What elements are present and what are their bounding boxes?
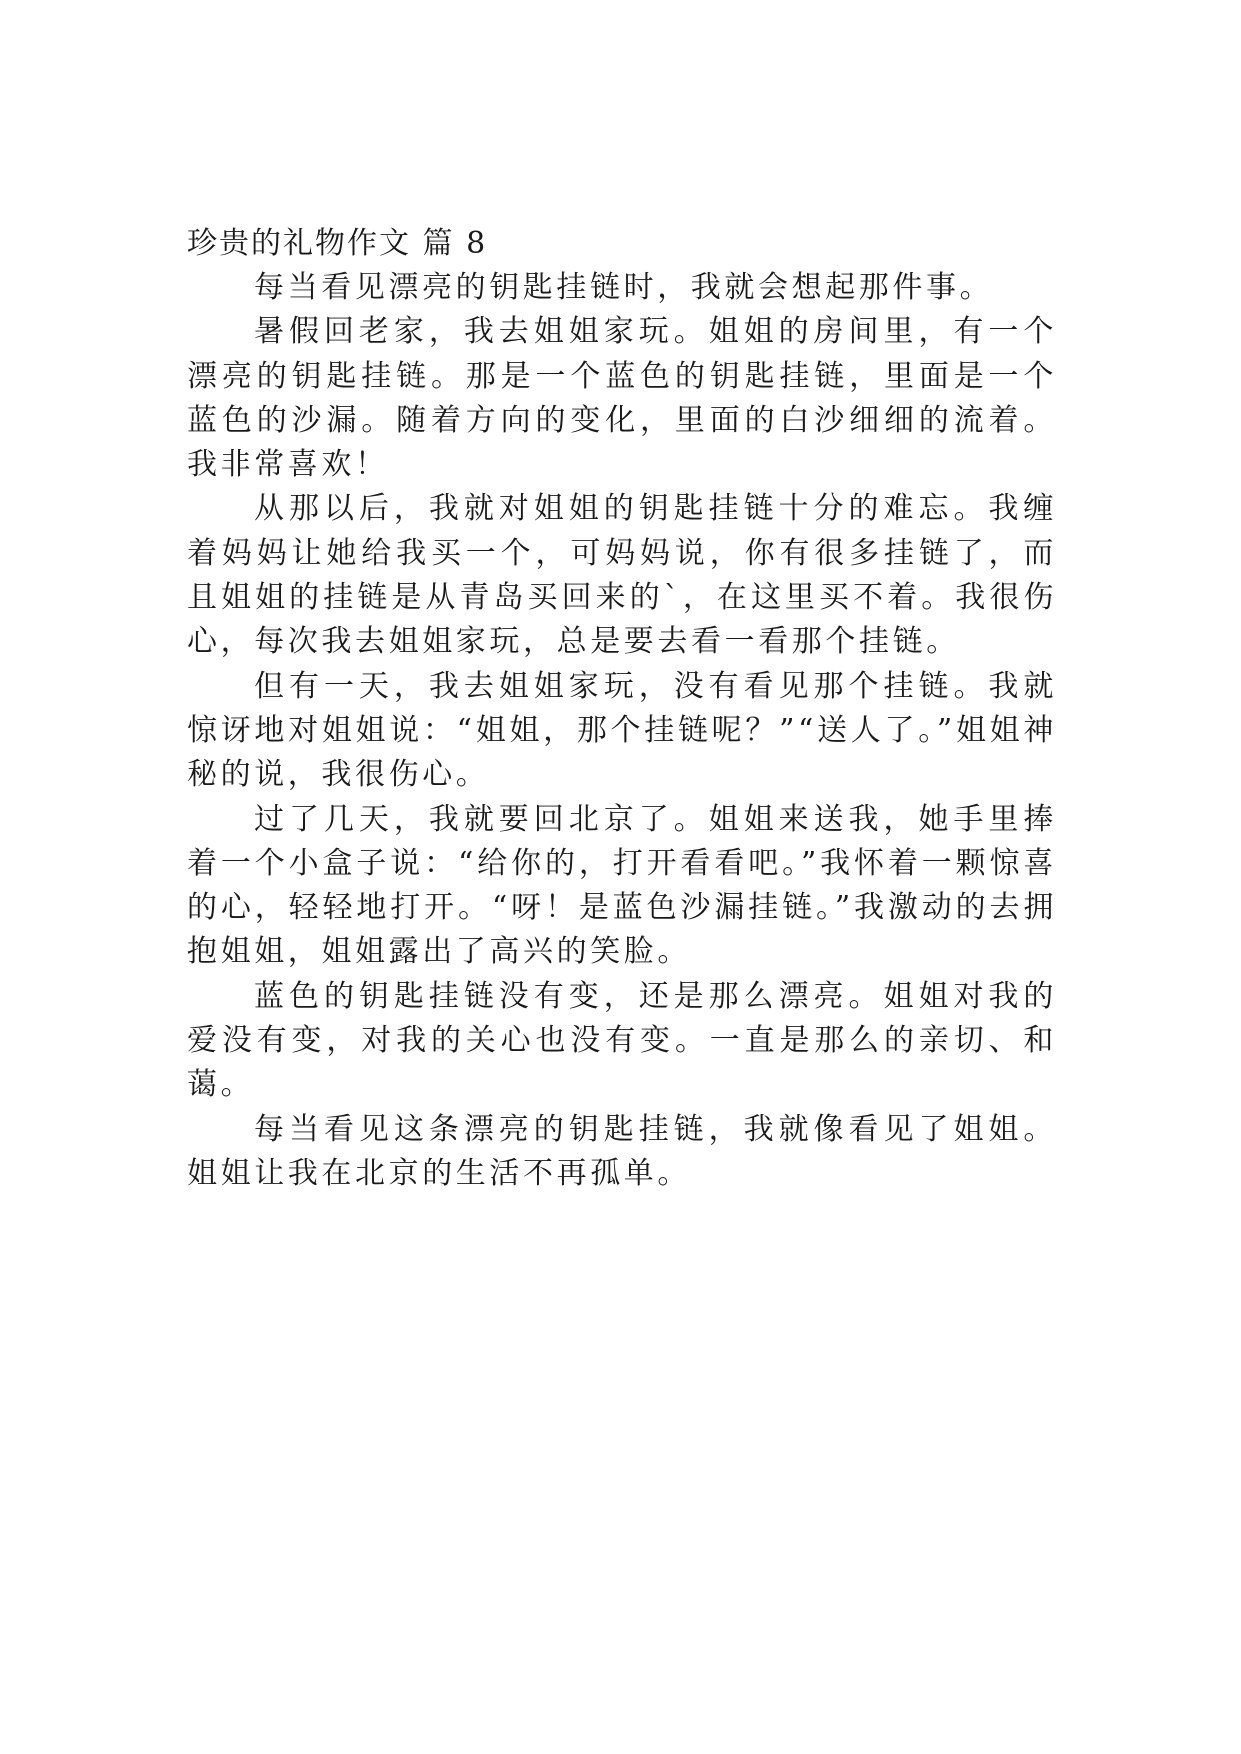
paragraph: 从那以后，我就对姐姐的钥匙挂链十分的难忘。我缠着妈妈让她给我买一个，可妈妈说，你有很多挂链了，而且姐姐的挂链是从青岛买回来的`，在这里买不着。我很伤心，每次我去姐姐家玩，总是要去看一看那个挂链。 <box>187 491 1057 660</box>
paragraph: 但有一天，我去姐姐家玩，没有看见那个挂链。我就惊讶地对姐姐说：“姐姐，那个挂链呢？”“送人了。”姐姐神秘的说，我很伤心。 <box>187 668 1057 793</box>
paragraph: 每当看见这条漂亮的钥匙挂链，我就像看见了姐姐。姐姐让我在北京的生活不再孤单。 <box>187 1111 1057 1191</box>
paragraph: 暑假回老家，我去姐姐家玩。姐姐的房间里，有一个漂亮的钥匙挂链。那是一个蓝色的钥匙挂链，里面是一个蓝色的沙漏。随着方向的变化，里面的白沙细细的流着。我非常喜欢！ <box>187 314 1057 483</box>
paragraph: 过了几天，我就要回北京了。姐姐来送我，她手里捧着一个小盒子说：“给你的，打开看看吧。”我怀着一颗惊喜的心，轻轻地打开。“呀！是蓝色沙漏挂链。”我激动的去拥抱姐姐，姐姐露出了高兴的笑脸。 <box>187 801 1057 970</box>
document-body <box>187 266 1057 1196</box>
paragraph: 每当看见漂亮的钥匙挂链时，我就会想起那件事。 <box>254 270 994 305</box>
document-title: 珍贵的礼物作文 篇 8 <box>187 226 488 261</box>
paragraph: 蓝色的钥匙挂链没有变，还是那么漂亮。姐姐对我的爱没有变，对我的关心也没有变。一直是那么的亲切、和蔼。 <box>187 978 1057 1103</box>
